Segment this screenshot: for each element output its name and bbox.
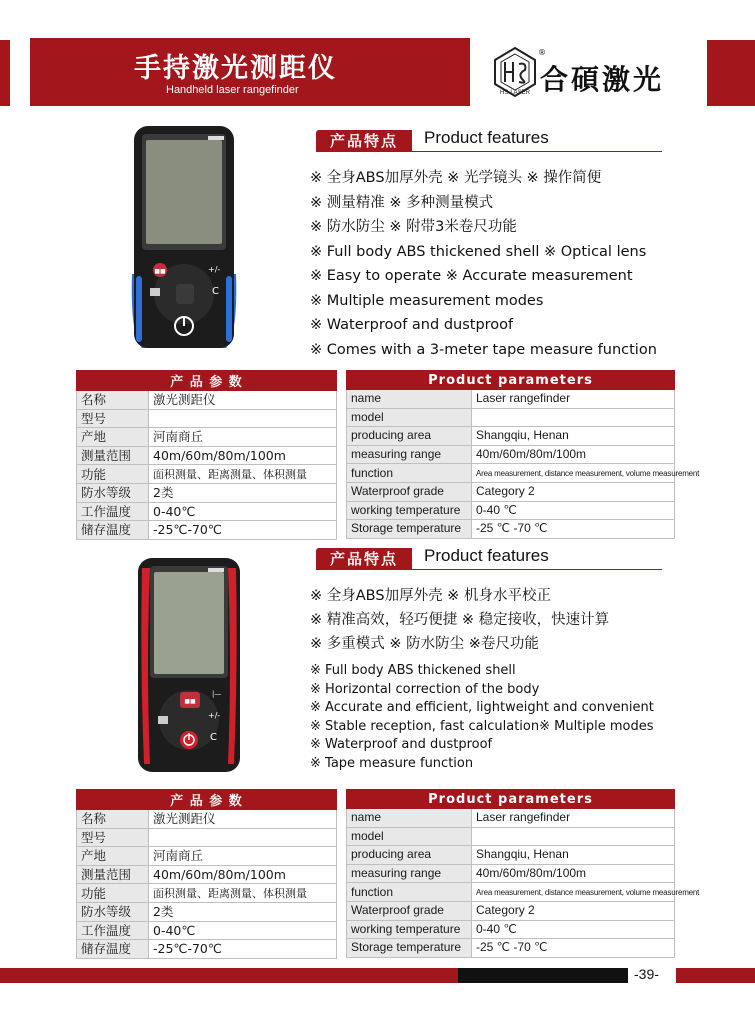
- device-image-blue: [128, 124, 240, 356]
- param-value: -25℃-70℃: [149, 521, 337, 540]
- footer-bar-black: [458, 968, 628, 983]
- svg-text:C: C: [212, 286, 219, 297]
- param-value: Shangqiu, Henan: [472, 846, 675, 865]
- features-header-1: [316, 130, 662, 152]
- params-table-cn-2: [76, 789, 337, 959]
- svg-text:+/-: +/-: [208, 265, 221, 274]
- param-value: 40m/60m/80m/100m: [149, 865, 337, 884]
- feature-en-line: ※ Horizontal correction of the body: [310, 681, 540, 697]
- param-key: 储存温度: [77, 940, 149, 959]
- param-value: Laser rangefinder: [472, 809, 675, 828]
- feature-en-line: ※ Full body ABS thickened shell: [310, 663, 516, 678]
- param-value: [472, 827, 675, 846]
- param-key: working temperature: [347, 920, 472, 939]
- param-key: 名称: [77, 810, 149, 829]
- features-label-cn: 产品特点: [316, 130, 412, 152]
- param-value: 40m/60m/80m/100m: [149, 446, 337, 465]
- features-label-en: Product features: [424, 546, 549, 565]
- svg-text:■■: ■■: [154, 268, 166, 275]
- param-value: Category 2: [472, 901, 675, 920]
- param-value: -25 ℃ -70 ℃: [472, 939, 675, 958]
- feature-cn-line: ※ 测量精准 ※ 多种测量模式: [310, 194, 494, 211]
- param-key: 防水等级: [77, 483, 149, 502]
- features-header-2: [316, 548, 662, 570]
- svg-text:+/-: +/-: [208, 711, 221, 720]
- feature-en-line: ※ Easy to operate ※ Accurate measurement: [310, 268, 633, 284]
- param-value: 0-40℃: [149, 502, 337, 521]
- param-key: 产地: [77, 847, 149, 866]
- param-key: name: [347, 390, 472, 409]
- param-value: [472, 408, 675, 427]
- param-value: [149, 409, 337, 428]
- feature-cn-line: ※ 全身ABS加厚外壳 ※ 光学镜头 ※ 操作简便: [310, 170, 602, 186]
- features-underline: [412, 569, 662, 570]
- param-key: 功能: [77, 465, 149, 484]
- param-value: 河南商丘: [149, 847, 337, 866]
- param-value: Area measurement, distance measurement, volume measurement: [472, 464, 675, 483]
- page-subtitle: Handheld laser rangefinder: [166, 84, 299, 96]
- params-title-cn: 产 品 参 数: [77, 790, 337, 810]
- feature-en-line: ※ Waterproof and dustproof: [310, 737, 493, 753]
- feature-en-line: ※ Accurate and efficient, lightweight and convenient: [310, 700, 654, 716]
- footer-bar-red: [0, 968, 458, 983]
- svg-text:C: C: [210, 732, 217, 743]
- param-key: producing area: [347, 846, 472, 865]
- feature-en-line: ※ Tape measure function: [310, 755, 474, 771]
- param-value: 40m/60m/80m/100m: [472, 864, 675, 883]
- params-title-en: Product parameters: [347, 371, 675, 390]
- param-key: Waterproof grade: [347, 482, 472, 501]
- svg-text:|—: |—: [212, 690, 222, 698]
- feature-cn-line: ※ 全身ABS加厚外壳 ※ 机身水平校正: [310, 588, 551, 604]
- features-list-2: [310, 584, 654, 774]
- param-key: 防水等级: [77, 902, 149, 921]
- header-left-accent: [0, 40, 10, 106]
- param-value: 面积测量、距离测量、体积测量: [149, 465, 337, 484]
- param-key: 工作温度: [77, 921, 149, 940]
- param-value: 2类: [149, 902, 337, 921]
- feature-en-line: ※ Waterproof and dustproof: [310, 317, 514, 333]
- param-key: 型号: [77, 409, 149, 428]
- param-key: measuring range: [347, 445, 472, 464]
- features-list-1: [310, 166, 657, 362]
- param-value: 激光测距仪: [149, 810, 337, 829]
- param-key: Waterproof grade: [347, 901, 472, 920]
- features-underline: [412, 151, 662, 152]
- feature-cn-line: ※ 精准高效，轻巧便捷 ※ 稳定接收，快速计算: [310, 612, 610, 628]
- param-key: measuring range: [347, 864, 472, 883]
- param-key: 型号: [77, 828, 149, 847]
- param-value: Laser rangefinder: [472, 390, 675, 409]
- header-right-accent: [707, 40, 755, 106]
- param-key: working temperature: [347, 501, 472, 520]
- param-key: 工作温度: [77, 502, 149, 521]
- param-key: 测量范围: [77, 865, 149, 884]
- brand-name: 合碩激光: [540, 63, 665, 96]
- param-value: 河南商丘: [149, 428, 337, 447]
- param-value: Category 2: [472, 482, 675, 501]
- param-key: 名称: [77, 391, 149, 410]
- param-key: 产地: [77, 428, 149, 447]
- feature-en-line: ※ Stable reception, fast calculation※ Multiple modes: [310, 718, 654, 734]
- param-value: Area measurement, distance measurement, volume measurement: [472, 883, 675, 902]
- param-key: 测量范围: [77, 446, 149, 465]
- param-value: 40m/60m/80m/100m: [472, 445, 675, 464]
- features-label-cn: 产品特点: [316, 548, 412, 570]
- params-title-cn: 产 品 参 数: [77, 371, 337, 391]
- brand-logo-text-en: HS-LASER: [499, 90, 530, 96]
- feature-en-line: ※ Full body ABS thickened shell ※ Optical lens: [310, 243, 647, 260]
- param-key: function: [347, 883, 472, 902]
- footer-bar-red-right: [676, 968, 755, 983]
- param-value: 0-40 ℃: [472, 501, 675, 520]
- feature-cn-line: ※ 多重模式 ※ 防水防尘 ※卷尺功能: [310, 636, 539, 652]
- param-key: name: [347, 809, 472, 828]
- params-table-cn-1: [76, 370, 337, 540]
- param-value: -25 ℃ -70 ℃: [472, 520, 675, 539]
- param-value: [149, 828, 337, 847]
- param-value: 0-40 ℃: [472, 920, 675, 939]
- param-value: 面积测量、距离测量、体积测量: [149, 884, 337, 903]
- param-key: Storage temperature: [347, 520, 472, 539]
- param-key: Storage temperature: [347, 939, 472, 958]
- feature-cn-line: ※ 防水防尘 ※ 附带3米卷尺功能: [310, 219, 517, 235]
- param-value: 激光测距仪: [149, 391, 337, 410]
- feature-en-line: ※ Multiple measurement modes: [310, 292, 544, 309]
- param-key: model: [347, 408, 472, 427]
- param-key: 功能: [77, 884, 149, 903]
- params-title-en: Product parameters: [347, 790, 675, 809]
- device-image-red: [136, 556, 242, 776]
- feature-en-line: ※ Comes with a 3-meter tape measure function: [310, 341, 657, 358]
- params-table-en-2: [346, 789, 700, 958]
- features-label-en: Product features: [424, 128, 549, 147]
- page-number: -39-: [634, 966, 659, 982]
- page-title: 手持激光测距仪: [134, 53, 337, 84]
- param-key: model: [347, 827, 472, 846]
- params-table-en-1: [346, 370, 700, 539]
- param-value: 2类: [149, 483, 337, 502]
- brand-logo-icon: [493, 46, 537, 98]
- param-key: function: [347, 464, 472, 483]
- param-key: 储存温度: [77, 521, 149, 540]
- registered-mark: ®: [538, 48, 546, 57]
- param-key: producing area: [347, 427, 472, 446]
- svg-text:■■: ■■: [184, 698, 196, 705]
- param-value: 0-40℃: [149, 921, 337, 940]
- param-value: Shangqiu, Henan: [472, 427, 675, 446]
- param-value: -25℃-70℃: [149, 940, 337, 959]
